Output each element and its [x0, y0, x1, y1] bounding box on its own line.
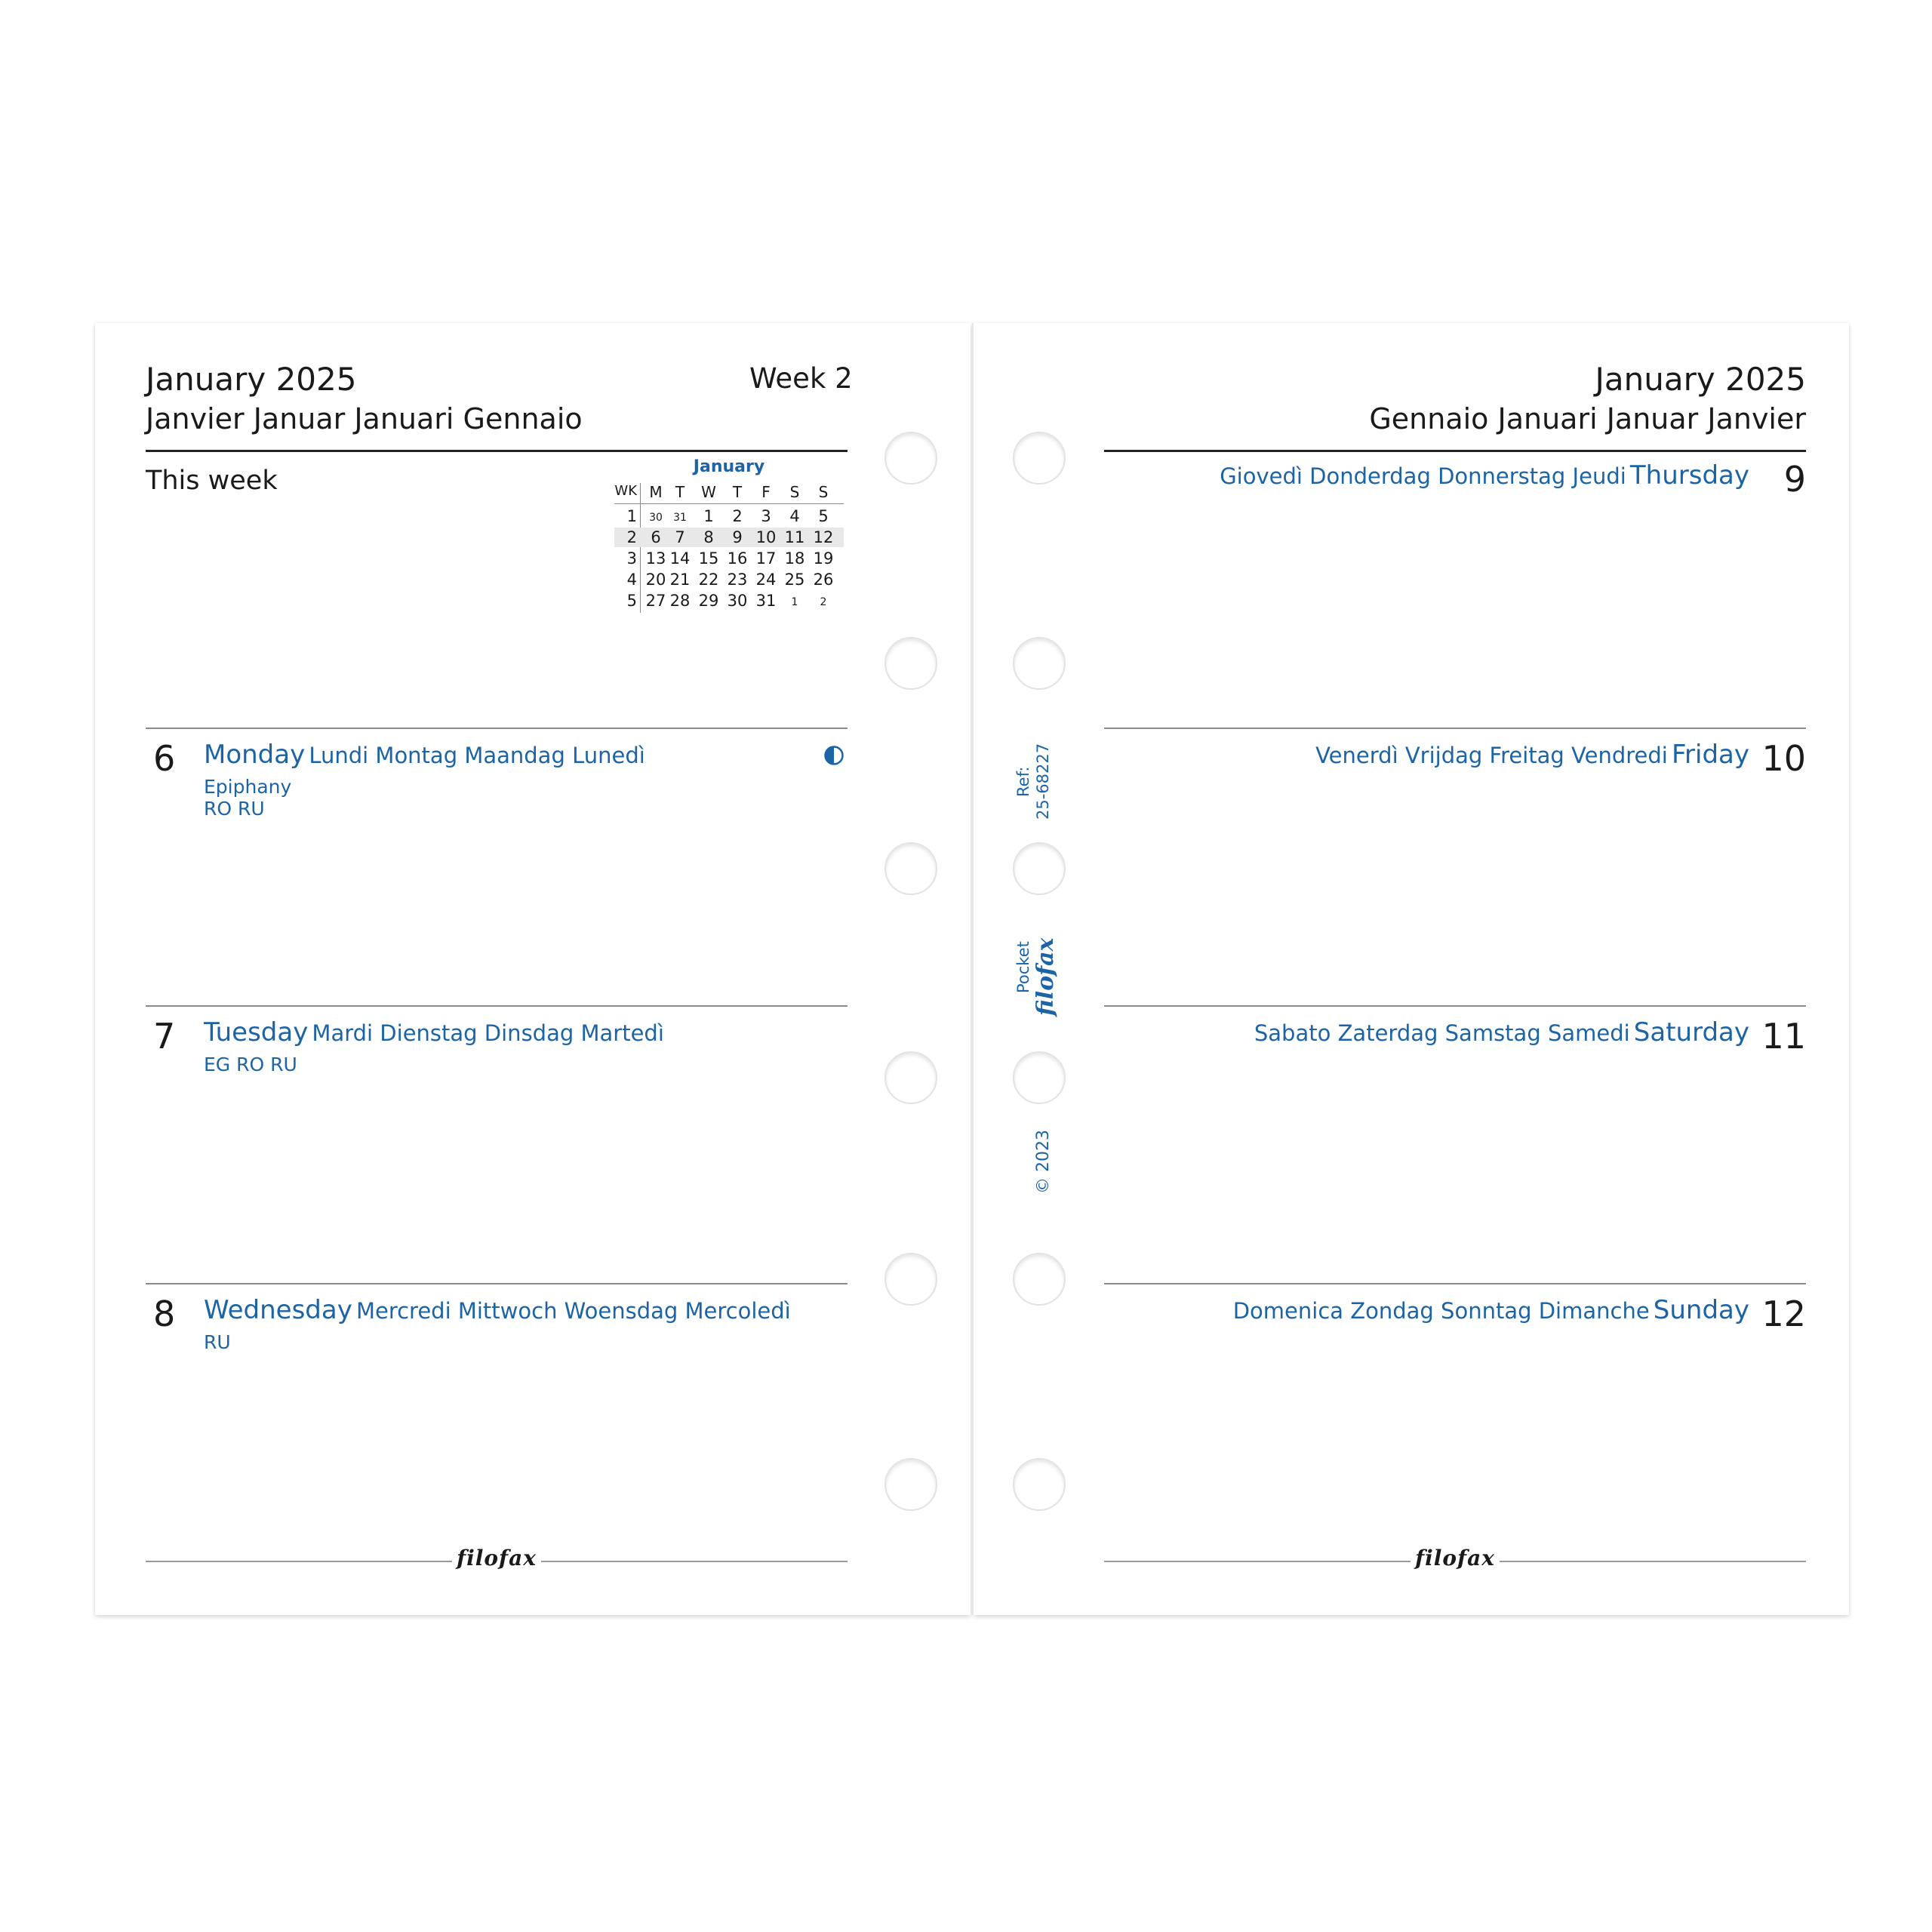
- monday-translations: Lundi Montag Maandag Lunedì: [309, 743, 645, 768]
- wednesday-countries: RU: [204, 1331, 231, 1353]
- left-page: [95, 323, 971, 1615]
- mini-calendar-day: 16: [727, 549, 748, 568]
- mini-calendar-day: 29: [698, 592, 719, 610]
- mini-calendar-weekday: S: [789, 483, 800, 501]
- friday-date: 10: [1761, 738, 1806, 779]
- monday-heading: [204, 740, 645, 770]
- this-week-label: This week: [146, 466, 278, 496]
- mini-calendar-wk-separator: [640, 483, 641, 613]
- mini-calendar-day: 15: [698, 549, 719, 568]
- saturday-translations: Sabato Zaterdag Samstag Samedi: [1254, 1020, 1630, 1046]
- mini-calendar-day: 3: [761, 507, 771, 525]
- left-month-subtitle: Janvier Januar Januari Gennaio: [146, 402, 583, 435]
- mini-calendar-day: 2: [820, 596, 827, 608]
- tuesday-translations: Mardi Dienstag Dinsdag Martedì: [312, 1020, 664, 1046]
- left-footer: [146, 1546, 848, 1571]
- mini-calendar-day: 10: [755, 528, 777, 546]
- size-label: Pocket: [1014, 941, 1032, 993]
- mini-calendar-day: 31: [755, 592, 777, 610]
- mini-calendar-weekday: M: [649, 483, 663, 501]
- mini-calendar-week-number: 4: [626, 571, 637, 589]
- mini-calendar-day: 23: [727, 571, 748, 589]
- tuesday-countries: EG RO RU: [204, 1054, 297, 1075]
- mini-calendar-day: 27: [645, 592, 666, 610]
- punch-hole: [1013, 1458, 1066, 1511]
- mini-calendar-day: 4: [789, 507, 800, 525]
- mini-calendar-week-number: 2: [626, 528, 637, 546]
- punch-hole: [884, 1253, 937, 1306]
- mini-calendar-day: 30: [649, 512, 663, 524]
- mini-calendar-day: 17: [755, 549, 777, 568]
- mini-calendar-day: 5: [818, 507, 829, 525]
- mini-calendar-day: 1: [791, 596, 798, 608]
- mini-calendar-day: 19: [813, 549, 834, 568]
- page-spine: [972, 323, 974, 1615]
- sunday-date: 12: [1761, 1294, 1806, 1334]
- wednesday-date: 8: [153, 1294, 176, 1334]
- punch-hole: [1013, 432, 1066, 485]
- mini-calendar-wk-header: WK: [614, 483, 637, 499]
- mini-calendar-weekday: F: [761, 483, 771, 501]
- thursday-translations: Giovedì Donderdag Donnerstag Jeudi: [1220, 463, 1626, 489]
- monday-holiday: Epiphany: [204, 776, 292, 798]
- friday-heading: [1104, 740, 1749, 770]
- monday-rule: [146, 728, 848, 729]
- mini-calendar-day: 25: [784, 571, 805, 589]
- saturday-heading: [1104, 1017, 1749, 1048]
- thursday-date: 9: [1783, 459, 1806, 500]
- mini-calendar-day: 22: [698, 571, 719, 589]
- first-quarter-moon-icon: [824, 746, 844, 765]
- mini-calendar-day: 26: [813, 571, 834, 589]
- sunday-heading: [1104, 1295, 1749, 1325]
- filofax-logo: filofax: [452, 1546, 541, 1571]
- reference-label: Ref:: [1014, 766, 1032, 797]
- thursday-heading: [1104, 460, 1749, 491]
- mini-calendar-day: 20: [645, 571, 666, 589]
- mini-calendar-day: 24: [755, 571, 777, 589]
- wednesday-translations: Mercredi Mittwoch Woensdag Mercoledì: [355, 1298, 791, 1324]
- mini-calendar-week-number: 3: [626, 549, 637, 568]
- friday-translations: Venerdì Vrijdag Freitag Vendredi: [1315, 743, 1668, 768]
- wednesday-heading: [204, 1295, 791, 1325]
- week-number: Week 2: [749, 362, 853, 395]
- friday-rule: [1104, 728, 1806, 729]
- mini-calendar-day: 13: [645, 549, 666, 568]
- sunday-name: Sunday: [1653, 1295, 1749, 1325]
- mini-calendar-weekday: T: [732, 483, 743, 501]
- punch-hole: [1013, 1253, 1066, 1306]
- punch-hole: [884, 842, 937, 895]
- punch-hole: [884, 1458, 937, 1511]
- mini-calendar-day: 9: [732, 528, 743, 546]
- mini-calendar-day: 1: [703, 507, 714, 525]
- right-header-rule: [1104, 450, 1806, 452]
- spine-brand-logo: filofax: [1032, 937, 1059, 1016]
- mini-calendar-title: January: [693, 457, 765, 476]
- left-month-title: January 2025: [146, 361, 357, 398]
- right-page: [974, 323, 1849, 1615]
- right-month-title: January 2025: [1595, 361, 1806, 398]
- mini-calendar-weekday: W: [701, 483, 716, 501]
- tuesday-name: Tuesday: [204, 1017, 309, 1048]
- mini-calendar-day: 21: [669, 571, 691, 589]
- mini-calendar-day: 28: [669, 592, 691, 610]
- thursday-name: Thursday: [1629, 460, 1749, 491]
- tuesday-heading: [204, 1017, 664, 1048]
- left-header-rule: [146, 450, 848, 452]
- reference-code: 25-68227: [1034, 743, 1052, 820]
- saturday-rule: [1104, 1005, 1806, 1007]
- mini-calendar-weekday: T: [675, 483, 685, 501]
- filofax-logo: filofax: [1411, 1546, 1500, 1571]
- mini-calendar-day: 11: [784, 528, 805, 546]
- wednesday-name: Wednesday: [204, 1295, 352, 1325]
- monday-date: 6: [153, 738, 176, 779]
- monday-countries: RO RU: [204, 798, 265, 820]
- saturday-date: 11: [1761, 1016, 1806, 1057]
- punch-hole: [884, 1051, 937, 1104]
- monday-name: Monday: [204, 740, 306, 770]
- mini-calendar-day: 2: [732, 507, 743, 525]
- sunday-translations: Domenica Zondag Sonntag Dimanche: [1232, 1298, 1650, 1324]
- mini-calendar-day: 12: [813, 528, 834, 546]
- tuesday-rule: [146, 1005, 848, 1007]
- saturday-name: Saturday: [1633, 1017, 1749, 1048]
- mini-calendar-day: 31: [673, 512, 687, 524]
- mini-calendar-week-number: 1: [626, 507, 637, 525]
- mini-calendar-day: 6: [651, 528, 661, 546]
- right-month-subtitle: Gennaio Januari Januar Janvier: [1369, 402, 1806, 435]
- mini-calendar-week-number: 5: [626, 592, 637, 610]
- tuesday-date: 7: [153, 1016, 176, 1057]
- sunday-rule: [1104, 1283, 1806, 1284]
- mini-calendar-day: 7: [675, 528, 685, 546]
- mini-calendar-day: 30: [727, 592, 748, 610]
- punch-hole: [1013, 637, 1066, 690]
- punch-hole: [884, 432, 937, 485]
- punch-hole: [1013, 1051, 1066, 1104]
- punch-hole: [884, 637, 937, 690]
- mini-calendar-day: 14: [669, 549, 691, 568]
- friday-name: Friday: [1671, 740, 1749, 770]
- copyright: © 2023: [1034, 1130, 1053, 1194]
- punch-hole: [1013, 842, 1066, 895]
- right-footer: [1104, 1546, 1806, 1571]
- mini-calendar-day: 18: [784, 549, 805, 568]
- wednesday-rule: [146, 1283, 848, 1284]
- mini-calendar-day: 8: [703, 528, 714, 546]
- mini-calendar-header-rule: [614, 503, 844, 504]
- mini-calendar-weekday: S: [818, 483, 829, 501]
